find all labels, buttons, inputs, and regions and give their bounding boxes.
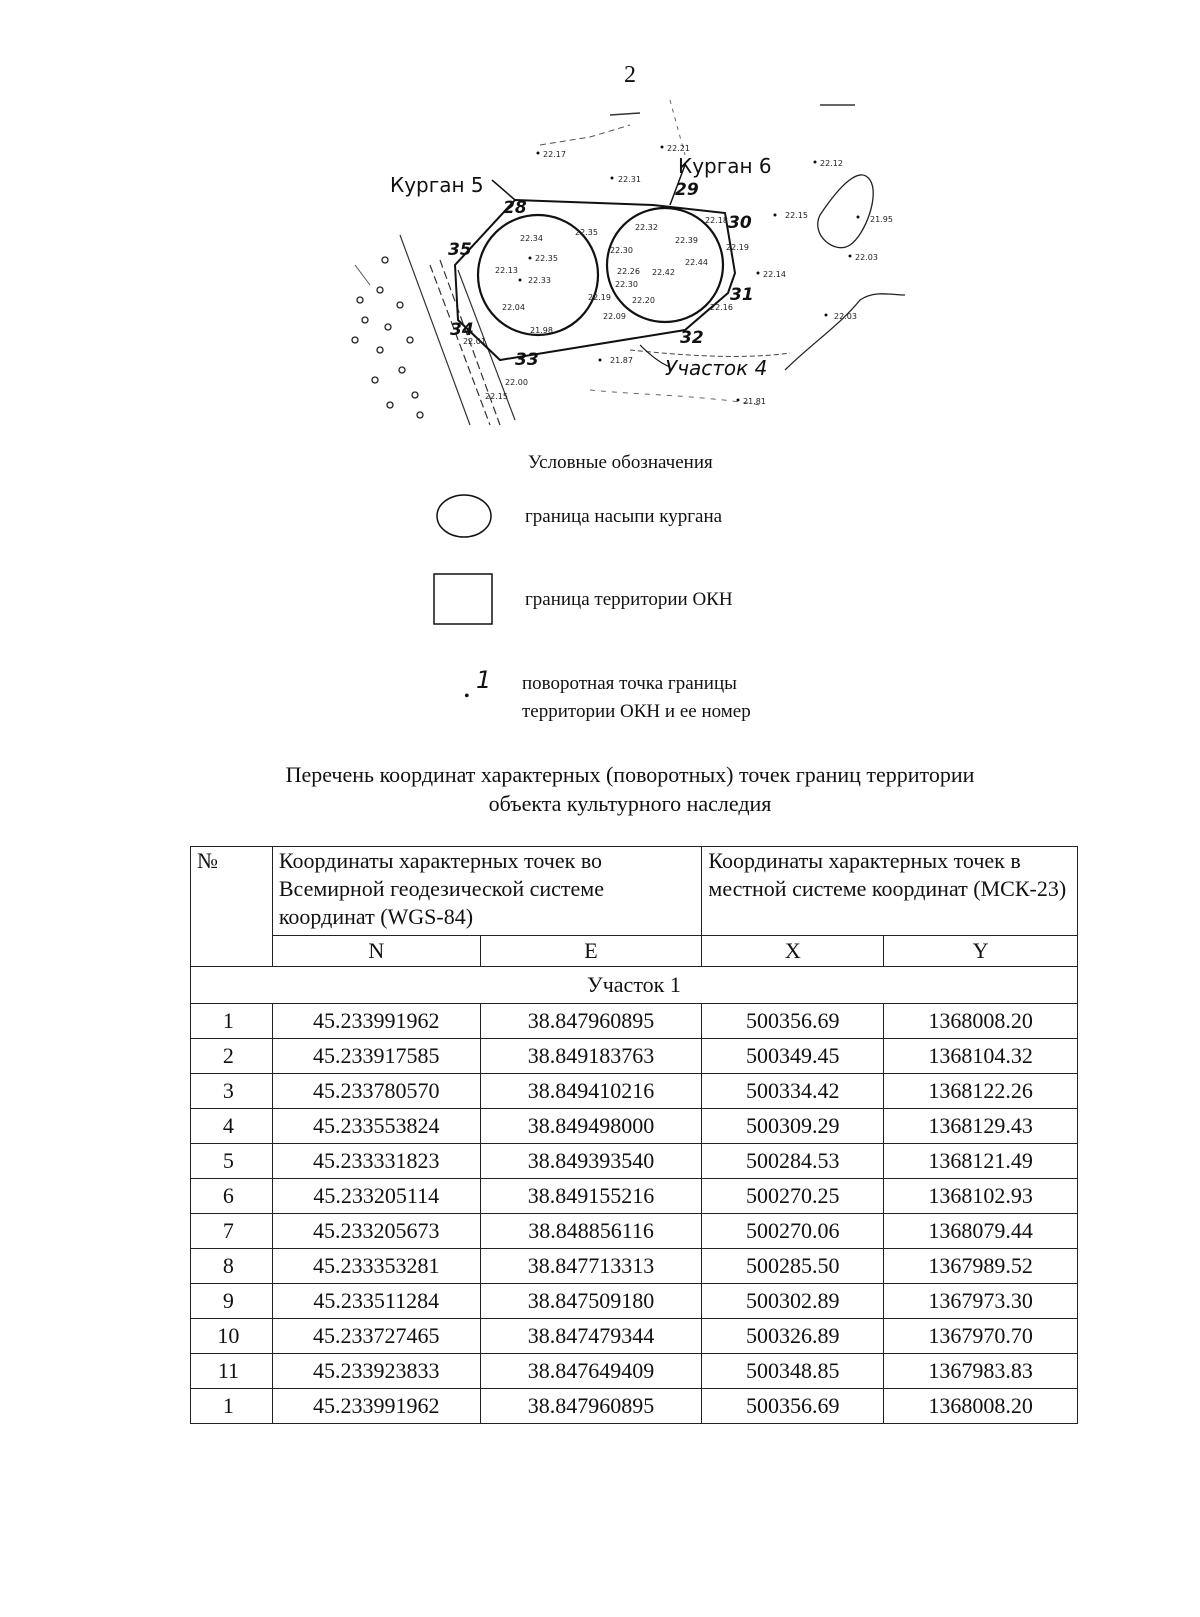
cell-x: 500349.45: [702, 1039, 884, 1074]
cell-num: 4: [191, 1109, 273, 1144]
cell-num: 11: [191, 1354, 273, 1389]
table-row: [191, 1074, 1078, 1109]
cell-n: 45.233353281: [272, 1249, 480, 1284]
cell-n: 45.233331823: [272, 1144, 480, 1179]
coordinates-table: [190, 846, 1078, 1424]
svg-text:22.34: 22.34: [520, 234, 543, 243]
svg-text:22.30: 22.30: [615, 280, 638, 289]
svg-text:22.31: 22.31: [618, 175, 641, 184]
cell-x: 500309.29: [702, 1109, 884, 1144]
turning-point-numbers: [448, 180, 754, 370]
svg-text:35: 35: [448, 240, 472, 260]
cell-e: 38.849155216: [480, 1179, 702, 1214]
table-row: [191, 1144, 1078, 1179]
cell-num: 1: [191, 1389, 273, 1424]
table-row: [191, 1004, 1078, 1039]
svg-text:22.21: 22.21: [667, 144, 690, 153]
svg-text:22.15: 22.15: [785, 211, 808, 220]
svg-text:21.87: 21.87: [610, 356, 633, 365]
svg-text:22.44: 22.44: [685, 258, 708, 267]
cell-y: 1368129.43: [884, 1109, 1078, 1144]
table-row: [191, 1249, 1078, 1284]
svg-text:22.09: 22.09: [603, 312, 626, 321]
table-row: [191, 1214, 1078, 1249]
site-plan-drawing: [340, 95, 920, 435]
legend-turning-point: поворотная точка границы территории ОКН и ее номер: [522, 673, 751, 722]
square-icon: [432, 572, 496, 628]
svg-text:22.04: 22.04: [502, 303, 525, 312]
cell-y: 1367973.30: [884, 1284, 1078, 1319]
cell-num: 2: [191, 1039, 273, 1074]
cell-num: 5: [191, 1144, 273, 1179]
cell-e: 38.847713313: [480, 1249, 702, 1284]
cell-e: 38.847649409: [480, 1354, 702, 1389]
cell-y: 1367970.70: [884, 1319, 1078, 1354]
svg-text:22.12: 22.12: [820, 159, 843, 168]
svg-text:22.20: 22.20: [632, 296, 655, 305]
header-num: №: [191, 847, 273, 967]
cell-x: 500326.89: [702, 1319, 884, 1354]
legend-kurgan-boundary: граница насыпи кургана: [525, 506, 723, 527]
svg-text:22.14: 22.14: [763, 270, 786, 279]
cell-x: 500270.25: [702, 1179, 884, 1214]
svg-text:22.03: 22.03: [834, 312, 857, 321]
svg-text:33: 33: [515, 350, 539, 370]
table-row: [191, 1109, 1078, 1144]
svg-text:22.35: 22.35: [535, 254, 558, 263]
cell-x: 500302.89: [702, 1284, 884, 1319]
header-x: X: [702, 936, 884, 967]
svg-text:22.19: 22.19: [726, 243, 749, 252]
cell-y: 1368122.26: [884, 1074, 1078, 1109]
cell-n: 45.233991962: [272, 1389, 480, 1424]
cell-x: 500334.42: [702, 1074, 884, 1109]
cell-y: 1367983.83: [884, 1354, 1078, 1389]
cell-num: 7: [191, 1214, 273, 1249]
ellipse-icon: [435, 492, 495, 542]
svg-text:21.98: 21.98: [530, 326, 553, 335]
header-e: E: [480, 936, 702, 967]
cell-y: 1368079.44: [884, 1214, 1078, 1249]
svg-text:22.13: 22.13: [495, 266, 518, 275]
page-number: 2: [624, 62, 636, 88]
cell-x: 500270.06: [702, 1214, 884, 1249]
cell-num: 1: [191, 1004, 273, 1039]
svg-text:22.03: 22.03: [855, 253, 878, 262]
cell-e: 38.847479344: [480, 1319, 702, 1354]
cell-n: 45.233553824: [272, 1109, 480, 1144]
header-y: Y: [884, 936, 1078, 967]
kurgan6-label: Курган 6: [678, 154, 772, 178]
cell-e: 38.848856116: [480, 1214, 702, 1249]
svg-text:22.30: 22.30: [610, 246, 633, 255]
table-row: [191, 1284, 1078, 1319]
svg-text:22.39: 22.39: [675, 236, 698, 245]
cell-e: 38.849410216: [480, 1074, 702, 1109]
svg-text:22.32: 22.32: [635, 223, 658, 232]
section-label: Участок 1: [191, 967, 1078, 1004]
cell-n: 45.233205114: [272, 1179, 480, 1214]
svg-text:22.19: 22.19: [588, 293, 611, 302]
cell-num: 9: [191, 1284, 273, 1319]
header-n: N: [272, 936, 480, 967]
header-wgs: Координаты характерных точек во Всемирной геодезической системе координат (WGS-84): [272, 847, 702, 936]
turning-point-icon: • 1: [464, 666, 492, 705]
cell-n: 45.233205673: [272, 1214, 480, 1249]
cell-e: 38.847960895: [480, 1004, 702, 1039]
table-row: [191, 1389, 1078, 1424]
cell-y: 1368121.49: [884, 1144, 1078, 1179]
cell-n: 45.233917585: [272, 1039, 480, 1074]
uchastok4-label: Участок 4: [665, 356, 768, 380]
svg-text:22.01: 22.01: [463, 337, 486, 346]
table-row: [191, 1039, 1078, 1074]
cell-x: 500356.69: [702, 1004, 884, 1039]
svg-text:22.17: 22.17: [543, 150, 566, 159]
svg-text:32: 32: [680, 328, 704, 348]
cell-e: 38.849183763: [480, 1039, 702, 1074]
cell-n: 45.233991962: [272, 1004, 480, 1039]
cell-e: 38.847509180: [480, 1284, 702, 1319]
cell-num: 3: [191, 1074, 273, 1109]
cell-y: 1368104.32: [884, 1039, 1078, 1074]
svg-text:22.33: 22.33: [528, 276, 551, 285]
cell-y: 1368102.93: [884, 1179, 1078, 1214]
svg-text:22.18: 22.18: [705, 216, 728, 225]
cell-x: 500285.50: [702, 1249, 884, 1284]
cell-num: 8: [191, 1249, 273, 1284]
svg-text:30: 30: [728, 213, 752, 233]
header-msk: Координаты характерных точек в местной системе координат (МСК-23): [702, 847, 1078, 936]
cell-x: 500284.53: [702, 1144, 884, 1179]
cell-n: 45.233780570: [272, 1074, 480, 1109]
cell-y: 1367989.52: [884, 1249, 1078, 1284]
cell-e: 38.849498000: [480, 1109, 702, 1144]
svg-text:34: 34: [450, 320, 474, 340]
legend-title: Условные обозначения: [528, 452, 713, 473]
cell-n: 45.233511284: [272, 1284, 480, 1319]
svg-text:28: 28: [503, 198, 527, 218]
cell-e: 38.847960895: [480, 1389, 702, 1424]
cell-num: 6: [191, 1179, 273, 1214]
svg-text:22.16: 22.16: [710, 303, 733, 312]
svg-text:31: 31: [730, 285, 754, 305]
cell-y: 1368008.20: [884, 1389, 1078, 1424]
cell-x: 500356.69: [702, 1389, 884, 1424]
table-body: [191, 1004, 1078, 1424]
svg-text:22.00: 22.00: [505, 378, 528, 387]
tree-markers: [352, 257, 423, 418]
svg-text:22.26: 22.26: [617, 267, 640, 276]
svg-text:22.15: 22.15: [485, 392, 508, 401]
cell-n: 45.233727465: [272, 1319, 480, 1354]
site-plan-map: [340, 95, 920, 435]
table-row: [191, 1354, 1078, 1389]
svg-text:22.35: 22.35: [575, 228, 598, 237]
svg-text:21.81: 21.81: [743, 397, 766, 406]
cell-y: 1368008.20: [884, 1004, 1078, 1039]
svg-text:21.95: 21.95: [870, 215, 893, 224]
svg-text:29: 29: [675, 180, 699, 200]
cell-e: 38.849393540: [480, 1144, 702, 1179]
table-title: Перечень координат характерных (поворотных) точек границ территории объекта культурного наследия: [285, 762, 975, 816]
table-row: [191, 1319, 1078, 1354]
table-row: [191, 1179, 1078, 1214]
cell-x: 500348.85: [702, 1354, 884, 1389]
svg-text:22.42: 22.42: [652, 268, 675, 277]
cell-num: 10: [191, 1319, 273, 1354]
kurgan5-label: Курган 5: [390, 173, 484, 197]
legend-okn-boundary: граница территории ОКН: [525, 589, 733, 610]
cell-n: 45.233923833: [272, 1354, 480, 1389]
